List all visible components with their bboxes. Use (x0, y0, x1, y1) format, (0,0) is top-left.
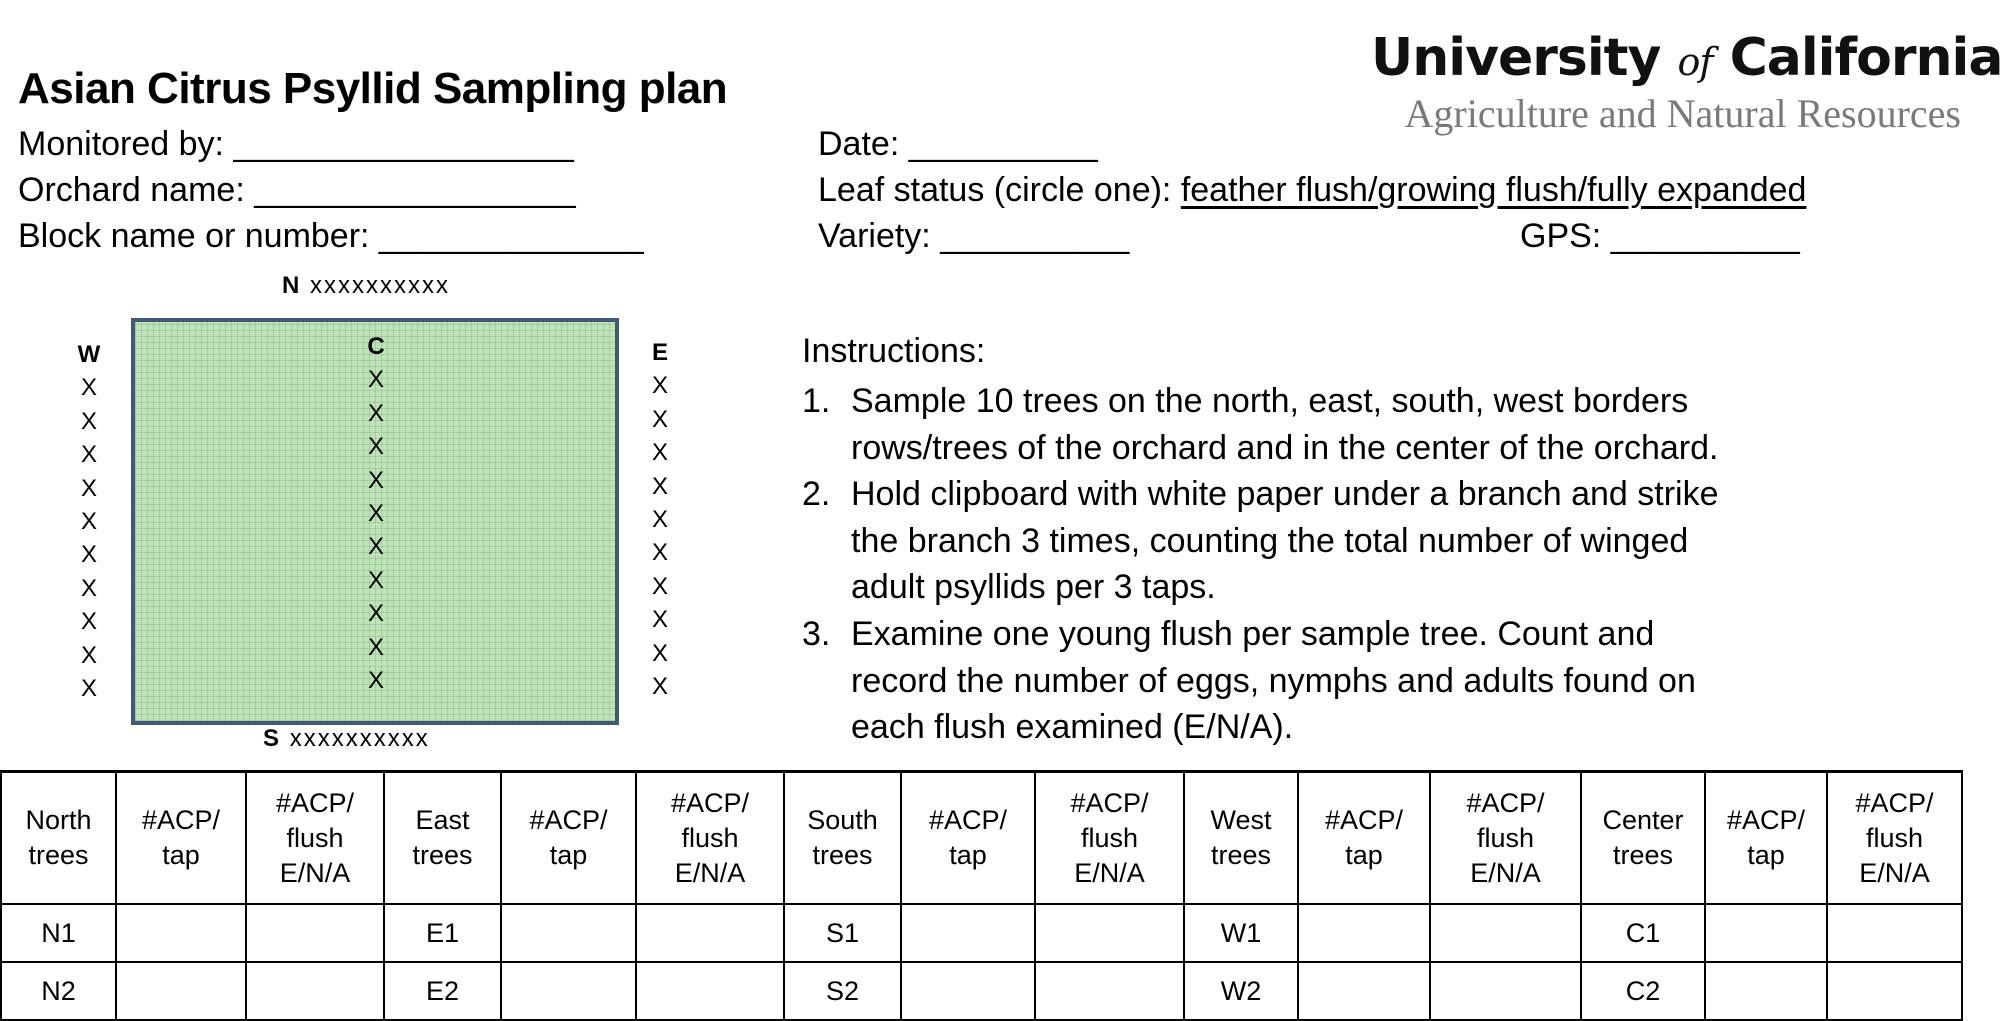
column-header-line: tap (549, 840, 588, 870)
entry-cell[interactable] (636, 904, 784, 962)
entry-cell[interactable] (1430, 904, 1581, 962)
leaf-status-label: Leaf status (circle one): (818, 171, 1181, 209)
gps-field: GPS: __________ (1520, 217, 1800, 255)
entry-cell[interactable] (1430, 962, 1581, 1020)
logo-of: of (1677, 40, 1713, 84)
tree-id-cell: S1 (784, 904, 901, 962)
column-header-line: flush (1080, 822, 1139, 853)
logo-university: University (1371, 28, 1661, 88)
east-tree-mark: X (651, 572, 668, 600)
east-tree-mark: X (651, 539, 668, 567)
center-tree-mark: X (367, 633, 384, 661)
entry-cell[interactable] (1298, 904, 1430, 962)
east-tree-mark: X (651, 606, 668, 634)
entry-cell[interactable] (636, 962, 784, 1020)
entry-cell[interactable] (901, 904, 1035, 962)
entry-cell[interactable] (1035, 962, 1184, 1020)
west-tree-mark: X (80, 441, 97, 469)
tree-id-cell: C2 (1581, 962, 1705, 1020)
south-tree-marks: xxxxxxxxxx (289, 725, 430, 752)
west-tree-mark: X (80, 675, 97, 703)
sampling-table (0, 770, 1963, 1021)
instruction-line: Examine one young flush per sample tree. Count and (851, 614, 1655, 653)
variety-field: Variety: __________ (818, 217, 1130, 255)
column-header-line: South (807, 805, 878, 835)
east-trees-column (643, 336, 677, 703)
column-header-line: Center (1602, 805, 1684, 835)
column-header-line: #ACP/ (275, 787, 355, 818)
column-header-line: trees (28, 840, 89, 870)
column-header-line: #ACP/ (1726, 805, 1806, 835)
table-row (1, 904, 1962, 962)
west-tree-mark: X (80, 374, 97, 402)
instruction-line: adult psyllids per 3 taps. (851, 568, 1216, 607)
column-header (1827, 772, 1962, 905)
west-tree-mark: X (80, 574, 97, 602)
column-header-line: #ACP/ (1855, 787, 1934, 818)
column-header-line: #ACP/ (1466, 787, 1545, 818)
tree-id-cell: C1 (1581, 904, 1705, 962)
column-header-line: E/N/A (279, 857, 351, 888)
monitored-by-field: Monitored by: __________________ (18, 125, 574, 163)
column-header-line: #ACP/ (1070, 787, 1149, 818)
column-header-line: flush (1476, 822, 1535, 853)
north-label: N (282, 272, 302, 299)
instructions-title: Instructions: (802, 332, 986, 370)
column-header-line: trees (1612, 840, 1674, 870)
table-header-row (1, 772, 1962, 905)
east-label: E (651, 339, 668, 366)
instruction-item (802, 378, 1719, 471)
west-tree-mark: X (80, 508, 97, 536)
page-title: Asian Citrus Psyllid Sampling plan (18, 64, 728, 113)
column-header (1184, 772, 1298, 905)
date-field: Date: __________ (818, 125, 1098, 163)
east-tree-mark: X (651, 506, 668, 534)
logo-subtitle: Agriculture and Natural Resources (1404, 91, 1961, 136)
orchard-name-field: Orchard name: _________________ (18, 171, 576, 209)
instruction-number: 3. (802, 614, 831, 653)
uc-anr-logo (1371, 28, 2002, 137)
column-header-line: trees (1210, 840, 1272, 870)
column-header (636, 772, 784, 905)
entry-cell[interactable] (1705, 904, 1827, 962)
instruction-line: the branch 3 times, counting the total number of winged (851, 521, 1689, 560)
column-header (1705, 772, 1827, 905)
column-header (501, 772, 636, 905)
column-header-line: flush (1865, 822, 1924, 853)
column-header-line: flush (681, 822, 739, 853)
column-header (1430, 772, 1581, 905)
south-trees-row (263, 725, 430, 753)
column-header (1, 772, 116, 905)
logo-california: California (1729, 28, 2002, 88)
column-header-line: E/N/A (1074, 857, 1145, 888)
tree-id-cell: W2 (1184, 962, 1298, 1020)
east-tree-mark: X (651, 472, 668, 500)
center-tree-mark: X (367, 566, 384, 594)
column-header-line: E/N/A (1470, 857, 1541, 888)
instruction-line: record the number of eggs, nymphs and adults found on (851, 661, 1696, 700)
column-header-line: E/N/A (1859, 857, 1930, 888)
west-trees-column (72, 338, 106, 705)
entry-cell[interactable] (246, 904, 384, 962)
table-row (1, 962, 1962, 1020)
tree-id-cell: N1 (1, 904, 116, 962)
center-tree-mark: X (367, 399, 384, 427)
block-name-field: Block name or number: ______________ (18, 217, 644, 255)
instruction-item (802, 471, 1719, 611)
west-tree-mark: X (80, 541, 97, 569)
center-tree-mark: X (367, 600, 384, 628)
entry-cell[interactable] (1827, 904, 1962, 962)
east-tree-mark: X (651, 439, 668, 467)
tree-id-cell: N2 (1, 962, 116, 1020)
entry-cell[interactable] (116, 904, 246, 962)
center-tree-mark: X (367, 466, 384, 494)
column-header-line: trees (412, 840, 473, 870)
column-header-line: tap (949, 840, 987, 870)
column-header-line: #ACP/ (670, 787, 750, 818)
column-header-line: #ACP/ (1324, 805, 1404, 835)
center-tree-mark: X (367, 366, 384, 394)
logo-university-california (1371, 28, 2002, 88)
column-header (1581, 772, 1705, 905)
tree-id-cell: E2 (384, 962, 501, 1020)
east-tree-mark: X (651, 405, 668, 433)
entry-cell[interactable] (1298, 962, 1430, 1020)
entry-cell[interactable] (1827, 962, 1962, 1020)
column-header-line: East (415, 805, 470, 835)
column-header-line: flush (286, 822, 344, 853)
center-label: C (367, 333, 385, 360)
entry-cell[interactable] (116, 962, 246, 1020)
column-header-line: tap (1747, 840, 1785, 870)
column-header (784, 772, 901, 905)
column-header-line: E/N/A (674, 857, 746, 888)
column-header (1035, 772, 1184, 905)
tree-id-cell: W1 (1184, 904, 1298, 962)
column-header-line: #ACP/ (928, 805, 1008, 835)
tree-id-cell: E1 (384, 904, 501, 962)
entry-cell[interactable] (1705, 962, 1827, 1020)
column-header-line: tap (162, 840, 200, 870)
center-trees-column (359, 330, 393, 697)
column-header (384, 772, 501, 905)
column-header (1298, 772, 1430, 905)
instruction-item (802, 611, 1719, 751)
west-tree-mark: X (80, 407, 97, 435)
entry-cell[interactable] (501, 962, 636, 1020)
entry-cell[interactable] (1035, 904, 1184, 962)
west-label: W (77, 341, 101, 368)
column-header-line: West (1210, 805, 1272, 835)
instruction-line: Sample 10 trees on the north, east, south, west borders (851, 382, 1689, 420)
east-tree-mark: X (651, 673, 668, 701)
column-header-line: #ACP/ (141, 805, 221, 835)
center-tree-mark: X (367, 500, 384, 528)
column-header-line: trees (812, 840, 873, 870)
center-tree-mark: X (367, 533, 384, 561)
instruction-line: rows/trees of the orchard and in the center of the orchard. (851, 428, 1719, 467)
south-label: S (263, 725, 282, 752)
entry-cell[interactable] (246, 962, 384, 1020)
east-tree-mark: X (651, 372, 668, 400)
entry-cell[interactable] (501, 904, 636, 962)
instruction-number: 2. (802, 475, 831, 514)
leaf-status-field (818, 171, 1806, 210)
column-header-line: North (25, 805, 92, 835)
column-header-line: #ACP/ (529, 805, 608, 835)
east-tree-mark: X (651, 639, 668, 667)
west-tree-mark: X (80, 474, 97, 502)
center-tree-mark: X (367, 667, 384, 695)
west-tree-mark: X (80, 641, 97, 669)
leaf-status-options: feather flush/growing flush/fully expanded (1180, 171, 1807, 209)
west-tree-mark: X (80, 608, 97, 636)
column-header-line: tap (1345, 840, 1383, 870)
center-tree-mark: X (367, 433, 384, 461)
north-trees-row (282, 272, 450, 300)
tree-id-cell: S2 (784, 962, 901, 1020)
entry-cell[interactable] (901, 962, 1035, 1020)
instruction-line: Hold clipboard with white paper under a branch and strike (851, 475, 1719, 514)
instruction-line: each flush examined (E/N/A). (851, 708, 1294, 747)
instruction-number: 1. (802, 382, 831, 420)
column-header (116, 772, 246, 905)
north-tree-marks: xxxxxxxxxx (310, 272, 451, 299)
column-header (246, 772, 384, 905)
instructions-list (802, 378, 1719, 751)
column-header (901, 772, 1035, 905)
